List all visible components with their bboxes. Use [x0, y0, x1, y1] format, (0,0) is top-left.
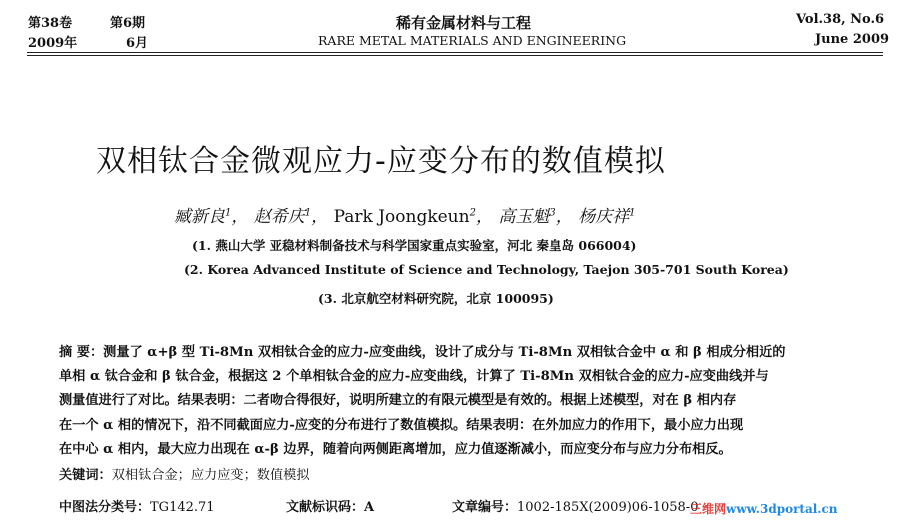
header-rule-bottom — [27, 55, 883, 56]
journal-name-cn: 稀有金属材料与工程 — [396, 14, 532, 32]
author-name: 高玉魁 — [498, 207, 550, 227]
affiliation-3: (3. 北京航空材料研究院，北京 100095) — [318, 291, 554, 306]
author-separator: ， — [231, 207, 249, 227]
header-rule-top — [27, 52, 883, 53]
article-number-label: 文章编号： — [452, 500, 518, 515]
doc-code-label: 文献标识码： — [286, 500, 365, 515]
author-separator: ， — [555, 207, 573, 227]
issue-number: 第6期 — [110, 16, 146, 31]
abstract-line: 在一个 α 相的情况下，沿不同截面应力-应变的分布进行了数值模拟。结果表明：在外加应力的作用下，最小应力出现 — [59, 418, 744, 433]
author-affiliation-mark: 2 — [469, 207, 476, 219]
author-name: 赵希庆 — [253, 207, 305, 227]
author-separator: ， — [311, 207, 329, 227]
author-name: Park Joongkeun — [333, 207, 470, 227]
classification-line — [59, 496, 215, 515]
author-affiliation-mark: 1 — [225, 207, 232, 219]
author-affiliation-mark: 3 — [549, 207, 556, 219]
abstract-line: 单相 α 钛合金和 β 钛合金，根据这 2 个单相钛合金的应力-应变曲线，计算了 Ti-8Mn 双相钛合金的应力-应变曲线并与 — [59, 369, 769, 384]
affiliation-2: (2. Korea Advanced Institute of Science and Technology, Taejon 305-701 South Korea) — [184, 262, 789, 277]
abstract-line — [59, 341, 785, 360]
clc-value: TG142.71 — [150, 500, 215, 515]
author-list — [174, 202, 636, 227]
article-number — [452, 496, 698, 515]
site-watermark — [690, 500, 838, 517]
clc-label: 中图法分类号： — [59, 500, 151, 515]
abstract-label: 摘 要： — [59, 345, 104, 360]
keywords-text: 双相钛合金；应力应变；数值模拟 — [111, 468, 310, 483]
author-affiliation-mark: 1 — [629, 207, 636, 219]
doc-code-value: A — [364, 500, 375, 515]
affiliation-1: (1. 燕山大学 亚稳材料制备技术与科学国家重点实验室，河北 秦皇岛 066004) — [192, 238, 637, 253]
keywords-label: 关键词： — [59, 468, 112, 483]
document-code — [286, 496, 374, 515]
abstract-text: 测量了 α+β 型 Ti-8Mn 双相钛合金的应力-应变曲线，设计了成分与 Ti-8Mn 双相钛合金中 α 和 β 相成分相近的 — [103, 345, 786, 360]
journal-name-en: RARE METAL MATERIALS AND ENGINEERING — [318, 33, 627, 48]
month: 6月 — [126, 36, 149, 51]
year: 2009年 — [28, 36, 78, 51]
article-number-value: 1002-185X(2009)06-1058-0 — [517, 500, 699, 515]
author-separator: ， — [475, 207, 493, 227]
watermark-cn: 三维网 — [690, 502, 727, 516]
author-name: 杨庆祥 — [578, 207, 630, 227]
date-en: June 2009 — [815, 32, 890, 47]
author-affiliation-mark: 1 — [304, 207, 312, 219]
keywords — [59, 464, 310, 483]
watermark-url: www.3dportal.cn — [726, 502, 838, 516]
volume-en: Vol.38, No.6 — [796, 12, 885, 27]
abstract-line: 测量值进行了对比。结果表明：二者吻合得很好，说明所建立的有限元模型是有效的。根据上述模型，对在 β 相内存 — [59, 393, 737, 408]
author-name: 臧新良 — [174, 207, 225, 227]
abstract-line: 在中心 α 相内，最大应力出现在 α-β 边界，随着向两侧距离增加，应力值逐渐减小，而应变分布与应力分布相反。 — [59, 442, 732, 457]
volume-number: 第38卷 — [28, 16, 73, 31]
paper-title: 双相钛合金微观应力-应变分布的数值模拟 — [96, 144, 666, 179]
